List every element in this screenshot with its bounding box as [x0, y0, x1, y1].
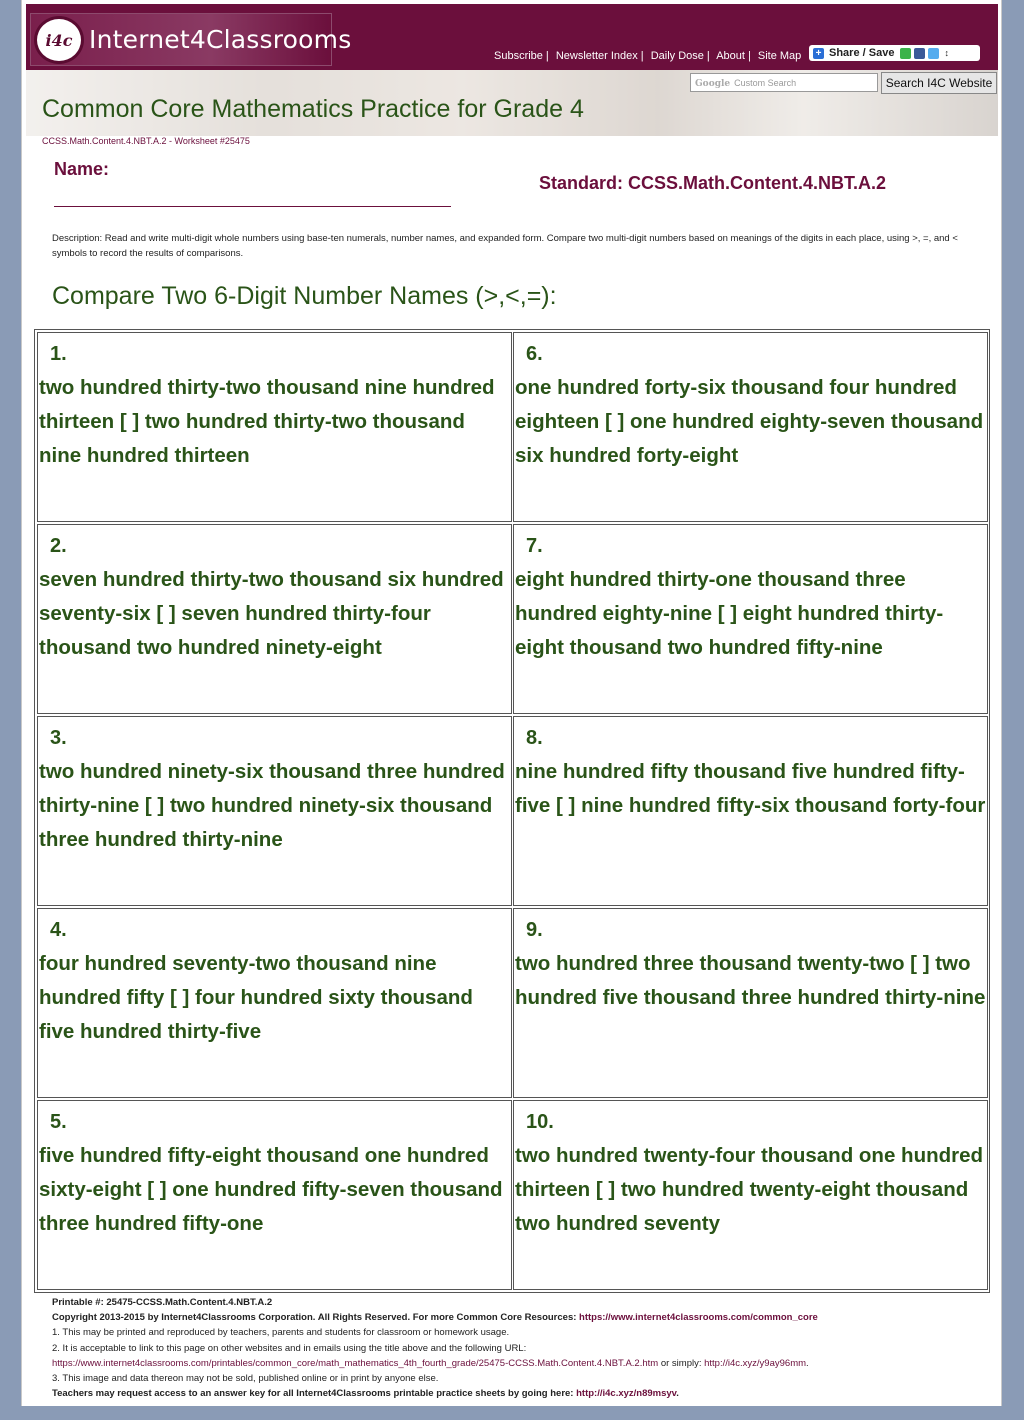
question-cell — [513, 332, 988, 522]
question-text: one hundred forty-six thousand four hundred eighteen [ ] one hundred eighty-seven thousand six hundred forty-eight — [515, 376, 984, 467]
plus-icon: + — [813, 48, 824, 59]
question-cell — [37, 332, 512, 522]
question-cell — [37, 524, 512, 714]
top-header-bar — [26, 4, 998, 70]
question-number: 3. — [50, 727, 67, 749]
question-number: 7. — [526, 535, 543, 557]
google-logo: Google — [695, 79, 731, 89]
page — [21, 0, 1002, 1406]
search-button[interactable]: Search I4C Website — [881, 72, 997, 94]
banner — [26, 70, 998, 136]
chevron-updown-icon: ↕ — [944, 48, 949, 58]
question-grid — [34, 329, 990, 1293]
question-number: 1. — [50, 343, 67, 365]
search-input[interactable] — [690, 73, 878, 92]
question-text: two hundred twenty-four thousand one hundred thirteen [ ] two hundred twenty-eight thousand two hundred seventy — [515, 1144, 984, 1235]
question-cell — [37, 908, 512, 1098]
answer-key-link[interactable]: http://i4c.xyz/n89msyv — [576, 1388, 677, 1400]
question-text: five hundred fifty-eight thousand one hundred sixty-eight [ ] one hundred fifty-seven thousand three hundred fifty-one — [39, 1144, 503, 1235]
usage-note-3: 3. This image and data thereon may not be sold, published online or in print by anyone else. — [52, 1373, 439, 1385]
question-number: 8. — [526, 727, 543, 749]
name-line — [54, 206, 451, 207]
nav-newsletter-index[interactable]: Newsletter Index — [555, 50, 638, 62]
top-nav: Subscribe | Newsletter Index | Daily Dose | About | Site Map — [494, 50, 802, 62]
page-title: Common Core Mathematics Practice for Grade 4 — [42, 95, 584, 123]
question-text: two hundred ninety-six thousand three hundred thirty-nine [ ] two hundred ninety-six thousand three hundred thirty-nine — [39, 760, 505, 851]
footer: Printable #: 25475-CCSS.Math.Content.4.NBT.A.2 Copyright 2013-2015 by Internet4Classrooms Corporation. All Rights Reserved. For more Common Core Resources: https://www.internet4classrooms.com/common_core 1. This may be printed and reproduced by teachers, parents and students for classroom or homework usage. 2. It is acceptable to link to this page on other websites and in emails using the title above and the following URL: https://www.internet4classrooms.com/printables/common_core/math_mathematics_4th_fourth_grade/25475-CCSS.Math.Content.4.NBT.A.2.htm or simply: http://i4c.xyz/y9ay96mm. 3. This image and data thereon may not be sold, published online or in print by anyone else. Teachers may request access to an answer key for all Internet4Classrooms printable practice sheets by going here: http://i4c.xyz/n89msyv. — [52, 1295, 992, 1401]
question-number: 10. — [526, 1111, 554, 1133]
question-text: nine hundred fifty thousand five hundred fifty-five [ ] nine hundred fifty-six thousand forty-four — [515, 760, 986, 817]
url-separator: or simply: — [658, 1357, 705, 1369]
worksheet-url-link[interactable]: https://www.internet4classrooms.com/printables/common_core/math_mathematics_4th_fourth_grade/25475-CCSS.Math.Content.4.NBT.A.2.htm — [52, 1357, 659, 1369]
printable-number: Printable #: 25475-CCSS.Math.Content.4.NBT.A.2 — [52, 1297, 273, 1308]
question-cell — [37, 1100, 512, 1290]
question-cell — [513, 908, 988, 1098]
question-cell — [37, 716, 512, 906]
question-cell — [513, 1100, 988, 1290]
breadcrumb: CCSS.Math.Content.4.NBT.A.2 - Worksheet #25475 — [42, 136, 250, 146]
question-text: four hundred seventy-two thousand nine hundred fifty [ ] four hundred sixty thousand five hundred thirty-five — [39, 952, 473, 1043]
question-text: two hundred three thousand twenty-two [ ] two hundred five thousand three hundred thirty-nine — [515, 952, 986, 1009]
description: Description: Read and write multi-digit whole numbers using base-ten numerals, number names, and expanded form. Compare two multi-digit numbers based on meanings of the digits in each place, using >, =, and < symbols to record the results of comparisons. — [52, 233, 958, 259]
email-share-icon — [900, 48, 911, 59]
question-text: two hundred thirty-two thousand nine hundred thirteen [ ] two hundred thirty-two thousand nine hundred thirteen — [39, 376, 495, 467]
facebook-icon — [914, 48, 925, 59]
common-core-link[interactable]: https://www.internet4classrooms.com/common_core — [579, 1312, 818, 1324]
question-number: 2. — [50, 535, 67, 557]
question-cell — [513, 524, 988, 714]
logo-text: Internet4Classrooms — [89, 25, 352, 54]
answer-key-note: Teachers may request access to an answer key for all Internet4Classrooms printable practice sheets by going here: — [52, 1388, 574, 1400]
nav-about[interactable]: About — [716, 50, 745, 62]
worksheet-title: Compare Two 6-Digit Number Names (>,<,=): — [52, 282, 557, 310]
nav-subscribe[interactable]: Subscribe — [494, 50, 543, 62]
short-url-link[interactable]: http://i4c.xyz/y9ay96mm — [704, 1357, 807, 1369]
nav-site-map[interactable]: Site Map — [757, 50, 802, 62]
question-number: 4. — [50, 919, 67, 941]
twitter-icon — [928, 48, 939, 59]
search-placeholder: Custom Search — [734, 78, 797, 88]
question-number: 6. — [526, 343, 543, 365]
question-text: seven hundred thirty-two thousand six hundred seventy-six [ ] seven hundred thirty-four thousand two hundred ninety-eight — [39, 568, 504, 659]
usage-note-1: 1. This may be printed and reproduced by teachers, parents and students for classroom or homework usage. — [52, 1327, 510, 1339]
standard-label: Standard: CCSS.Math.Content.4.NBT.A.2 — [539, 173, 887, 193]
question-number: 9. — [526, 919, 543, 941]
question-number: 5. — [50, 1111, 67, 1133]
question-cell — [513, 716, 988, 906]
copyright: Copyright 2013-2015 by Internet4Classrooms Corporation. All Rights Reserved. For more Common Core Resources: — [52, 1312, 577, 1324]
question-text: eight hundred thirty-one thousand three hundred eighty-nine [ ] eight hundred thirty-eight thousand two hundred fifty-nine — [515, 568, 944, 659]
share-label: Share / Save — [829, 47, 895, 59]
name-label: Name: — [54, 159, 110, 179]
nav-daily-dose[interactable]: Daily Dose — [650, 50, 704, 62]
logo-badge-icon: i4c — [34, 16, 84, 64]
usage-note-2: 2. It is acceptable to link to this page on other websites and in emails using the title above and the following URL: — [52, 1342, 527, 1354]
share-save-button[interactable] — [809, 45, 980, 61]
site-logo[interactable] — [30, 13, 352, 66]
